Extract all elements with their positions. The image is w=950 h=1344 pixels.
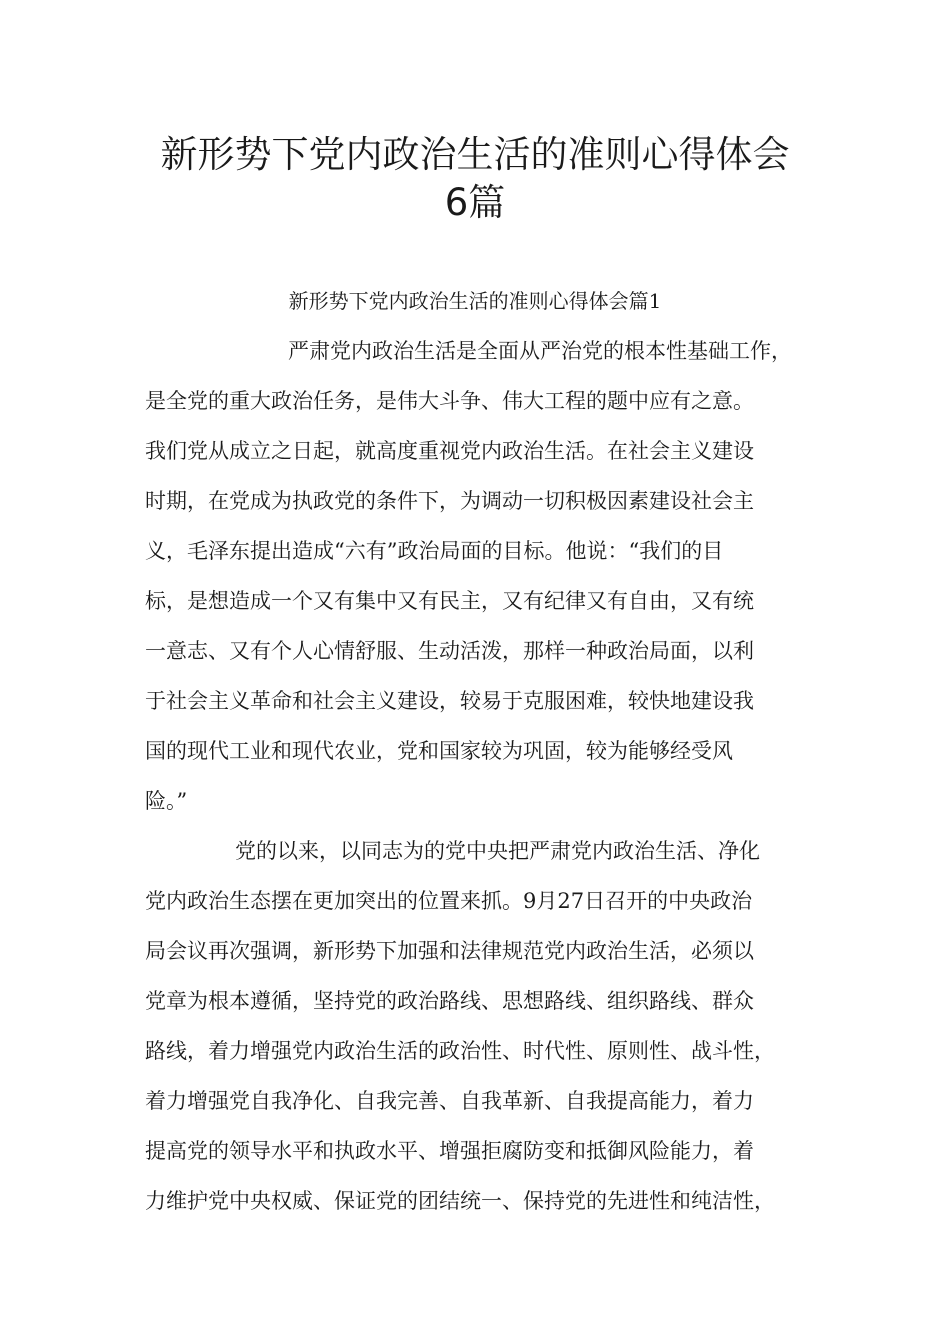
paragraph-1-line: 国的现代工业和现代农业，党和国家较为巩固，较为能够经受风 (145, 739, 733, 763)
document-title-line-2: 6篇 (444, 181, 506, 224)
paragraph-2-line: 力维护党中央权威、保证党的团结统一、保持党的先进性和纯洁性， (145, 1189, 775, 1213)
paragraph-2-line: 着力增强党自我净化、自我完善、自我革新、自我提高能力，着力 (145, 1089, 754, 1113)
document-title-line-1: 新形势下党内政治生活的准则心得体会 (160, 133, 790, 176)
paragraph-2-line: 提高党的领导水平和执政水平、增强拒腐防变和抵御风险能力，着 (145, 1139, 754, 1163)
paragraph-2-line: 局会议再次强调，新形势下加强和法律规范党内政治生活，必须以 (145, 939, 754, 963)
paragraph-2-line: 党内政治生态摆在更加突出的位置来抓。9月27日召开的中央政治 (145, 889, 753, 913)
paragraph-1-line: 我们党从成立之日起，就高度重视党内政治生活。在社会主义建设 (145, 439, 754, 463)
paragraph-1-line: 一意志、又有个人心情舒服、生动活泼，那样一种政治局面，以利 (145, 639, 754, 663)
paragraph-1-line: 义，毛泽东提出造成“六有”政治局面的目标。他说：“我们的目 (145, 539, 724, 563)
paragraph-1-line: 是全党的重大政治任务，是伟大斗争、伟大工程的题中应有之意。 (145, 389, 754, 413)
paragraph-2-line: 党章为根本遵循，坚持党的政治路线、思想路线、组织路线、群众 (145, 989, 754, 1013)
paragraph-1-line: 标，是想造成一个又有集中又有民主，又有纪律又有自由，又有统 (145, 589, 754, 613)
paragraph-1-line: 时期，在党成为执政党的条件下，为调动一切积极因素建设社会主 (145, 489, 754, 513)
section-heading: 新形势下党内政治生活的准则心得体会篇1 (288, 289, 662, 313)
paragraph-2-line: 路线，着力增强党内政治生活的政治性、时代性、原则性、战斗性， (145, 1039, 775, 1063)
paragraph-1-line: 于社会主义革命和社会主义建设，较易于克服困难，较快地建设我 (145, 689, 754, 713)
paragraph-1-line: 险。” (145, 789, 188, 813)
paragraph-1-line: 严肃党内政治生活是全面从严治党的根本性基础工作， (288, 339, 792, 363)
paragraph-2-line: 党的以来，以同志为的党中央把严肃党内政治生活、净化 (235, 839, 760, 863)
